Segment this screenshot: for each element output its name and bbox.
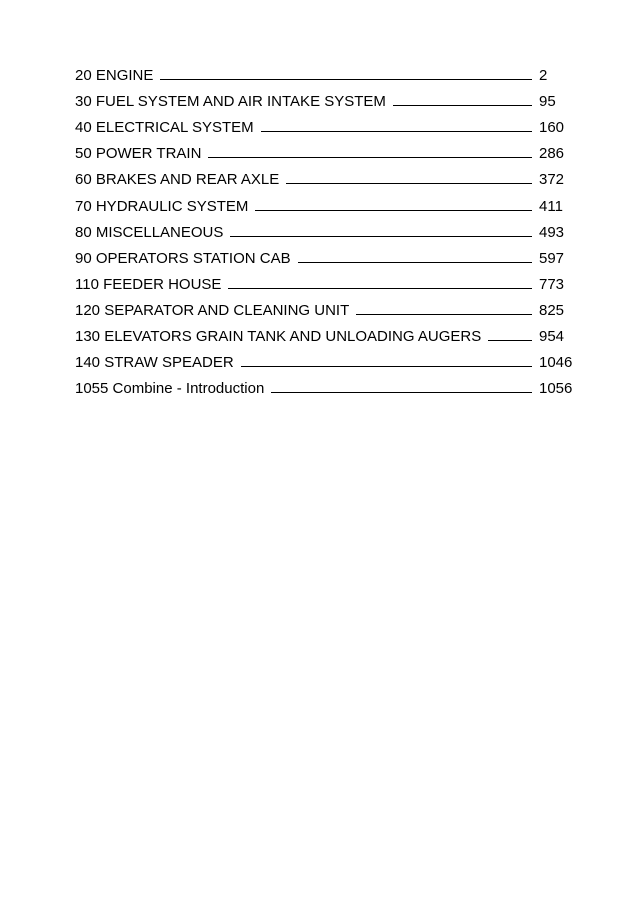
toc-entry-page: 160 (539, 119, 565, 137)
toc-entry-separator-cleaning-unit[interactable] (75, 293, 575, 319)
toc-entry-page: 597 (539, 249, 565, 267)
toc-entry-power-train[interactable] (75, 136, 575, 162)
toc-leader-line (298, 262, 532, 263)
toc-entry-feeder-house[interactable] (75, 267, 575, 293)
toc-leader-line (271, 392, 532, 393)
toc-entry-page: 286 (539, 145, 565, 163)
toc-entry-page: 2 (539, 67, 548, 85)
toc-leader-line (230, 236, 532, 237)
toc-entry-page: 493 (539, 223, 565, 241)
toc-entry-engine[interactable] (75, 58, 575, 84)
toc-leader-line (488, 340, 532, 341)
toc-leader-line (356, 314, 532, 315)
toc-entry-page: 372 (539, 171, 565, 189)
toc-entry-hydraulic-system[interactable] (75, 188, 575, 214)
toc-entry-straw-speader[interactable] (75, 345, 575, 371)
toc-entry-page: 1056 (539, 380, 573, 398)
toc-leader-line (160, 79, 532, 80)
toc-entry-page: 825 (539, 301, 565, 319)
toc-entry-title: 40 ELECTRICAL SYSTEM (75, 119, 254, 137)
toc-entry-title: 120 SEPARATOR AND CLEANING UNIT (75, 301, 350, 319)
toc-entry-title: 70 HYDRAULIC SYSTEM (75, 197, 249, 215)
toc-entry-page: 411 (539, 197, 563, 215)
toc-entry-page: 954 (539, 328, 565, 346)
toc-entry-combine-introduction[interactable] (75, 371, 575, 397)
toc-leader-line (241, 366, 532, 367)
toc-leader-line (255, 210, 532, 211)
toc-entry-title: 30 FUEL SYSTEM AND AIR INTAKE SYSTEM (75, 93, 386, 111)
toc-entry-title: 90 OPERATORS STATION CAB (75, 249, 291, 267)
table-of-contents (75, 58, 575, 397)
toc-entry-fuel-system[interactable] (75, 84, 575, 110)
toc-entry-operators-station-cab[interactable] (75, 241, 575, 267)
toc-entry-page: 1046 (539, 354, 573, 372)
toc-entry-title: 80 MISCELLANEOUS (75, 223, 224, 241)
toc-entry-title: 140 STRAW SPEADER (75, 354, 234, 372)
toc-leader-line (228, 288, 532, 289)
toc-entry-page: 95 (539, 93, 556, 111)
toc-entry-elevators-grain-tank[interactable] (75, 319, 575, 345)
toc-leader-line (286, 183, 532, 184)
toc-leader-line (208, 157, 532, 158)
toc-entry-brakes-rear-axle[interactable] (75, 162, 575, 188)
toc-leader-line (393, 105, 532, 106)
toc-leader-line (261, 131, 532, 132)
toc-entry-miscellaneous[interactable] (75, 215, 575, 241)
toc-entry-title: 20 ENGINE (75, 67, 154, 85)
toc-entry-title: 130 ELEVATORS GRAIN TANK AND UNLOADING AUGERS (75, 328, 482, 346)
toc-entry-title: 60 BRAKES AND REAR AXLE (75, 171, 280, 189)
toc-entry-title: 110 FEEDER HOUSE (75, 275, 222, 293)
toc-entry-page: 773 (539, 275, 565, 293)
toc-entry-title: 1055 Combine - Introduction (75, 380, 265, 398)
toc-entry-electrical-system[interactable] (75, 110, 575, 136)
toc-entry-title: 50 POWER TRAIN (75, 145, 202, 163)
